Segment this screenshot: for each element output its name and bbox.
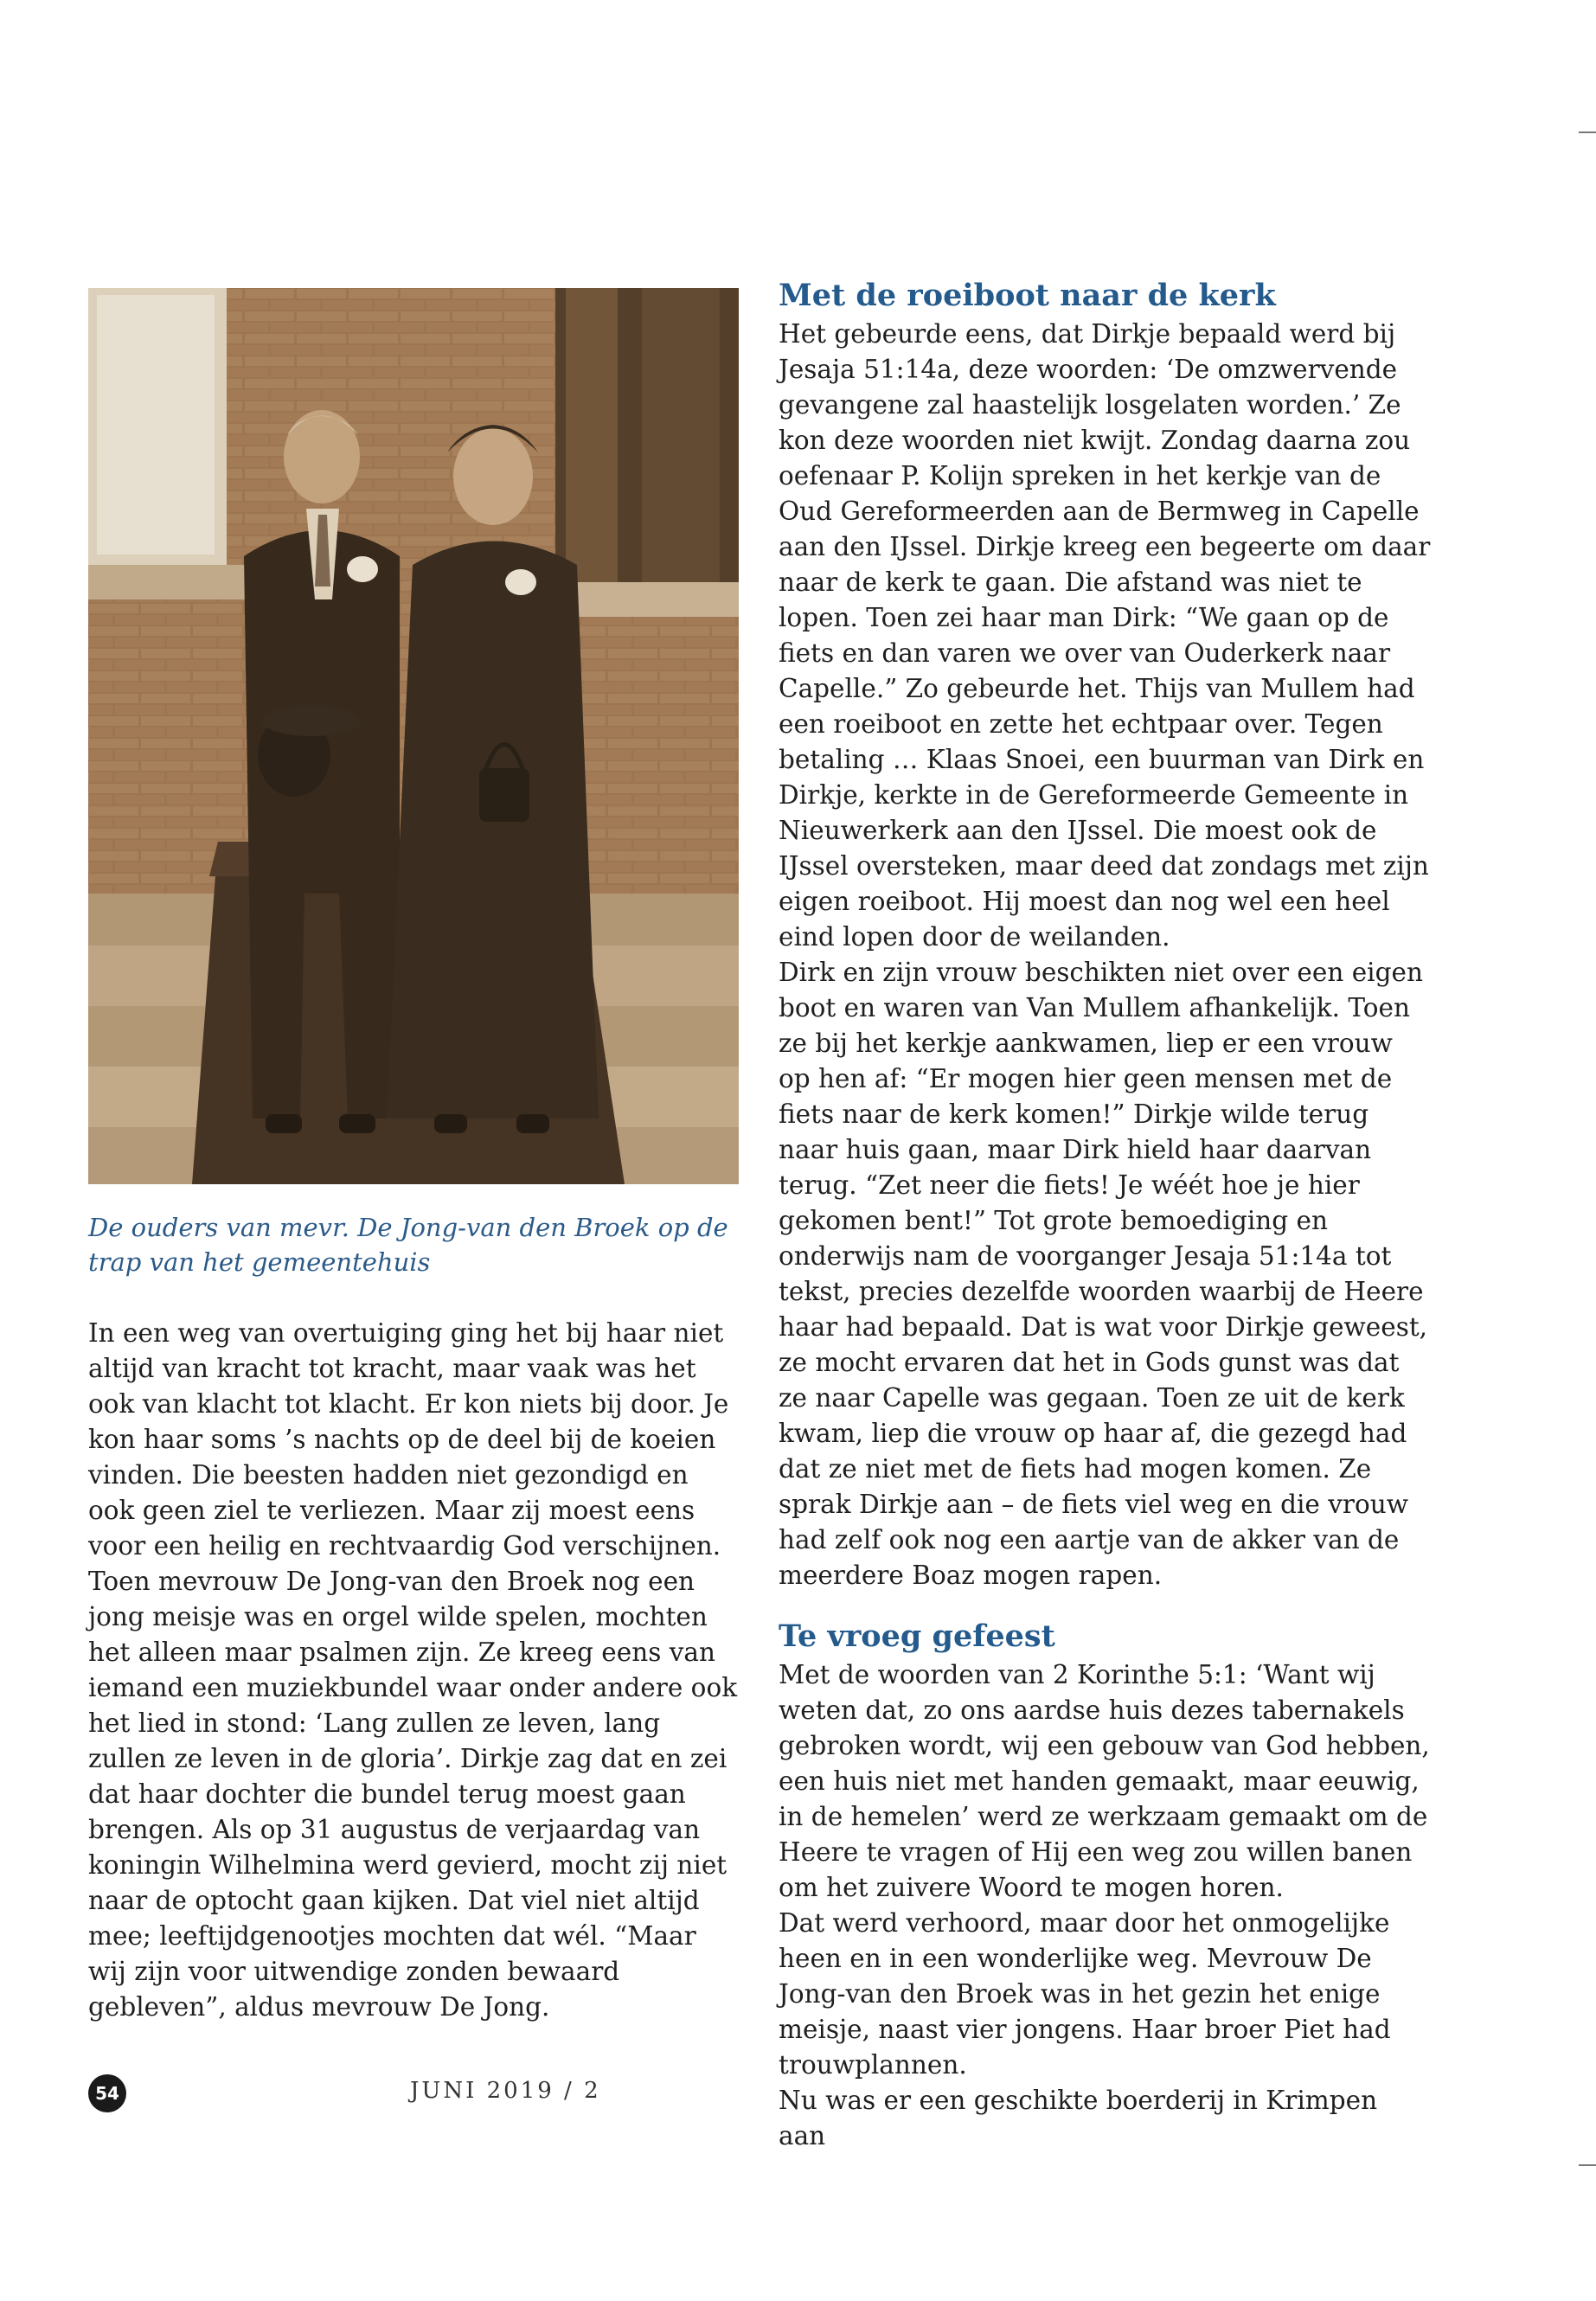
paragraph: Toen mevrouw De Jong-van den Broek nog een jong meisje was en orgel wilde spelen, mochten het alleen maar psalmen zijn. Ze kreeg eens van iemand een muziekbundel waar onder andere ook het lied in stond: ‘Lang zullen ze leven, lang zullen ze leven in de gloria’. Dirkje zag dat en zei dat haar dochter die bundel terug moest gaan brengen. Als op 31 augustus de verjaardag van koningin Wilhelmina werd gevierd, mocht zij niet naar de optocht gaan kijken. Dat viel niet altijd mee; leeftijdgenootjes mochten dat wél. “Maar wij zijn voor uitwendige zonden bewaard gebleven”, aldus mevrouw De Jong. <box>88 1567 738 2022</box>
paragraph: Dat werd verhoord, maar door het onmogelijke heen en in een wonderlijke weg. Mevrouw De Jong-van den Broek was in het gezin het enige meisje, naast vier jongens. Haar broer Piet had trouwplannen. <box>779 1908 1391 2080</box>
section1-body <box>779 317 1432 1593</box>
couple-photo <box>88 288 739 1184</box>
paragraph: Met de woorden van 2 Korinthe 5:1: ‘Want wij weten dat, zo ons aardse huis dezes tabernakels gebroken wordt, wij een gebouw van God hebben, een huis niet met handen gemaakt, maar eeuwig, in de hemelen’ werd ze werkzaam gemaakt om de Heere te vragen of Hij een weg zou willen banen om het zuivere Woord te mogen horen. <box>779 1660 1430 1902</box>
paragraph: In een weg van overtuiging ging het bij haar niet altijd van kracht tot kracht, maar vaak was het ook van klacht tot klacht. Er kon niets bij door. Je kon haar soms ’s nachts op de deel bij de koeien vinden. Die beesten hadden niet gezondigd en ook geen ziel te verliezen. Maar zij moest eens voor een heilig en rechtvaardig God verschijnen. <box>88 1318 729 1561</box>
photo-illustration <box>88 288 739 1184</box>
left-body-text <box>88 1316 739 2025</box>
left-column <box>88 288 739 2025</box>
page-number-badge: 54 <box>88 2074 126 2112</box>
section-heading-te-vroeg-gefeest: Te vroeg gefeest <box>779 1618 1055 1654</box>
issue-footer: JUNI 2019 / 2 <box>410 2078 601 2104</box>
crop-mark-bottom <box>1579 2164 1596 2166</box>
section2-body <box>779 1657 1432 2154</box>
paragraph: Nu was er een geschikte boerderij in Krimpen aan <box>779 2086 1378 2150</box>
paragraph: Dirk en zijn vrouw beschikten niet over een eigen boot en waren van Van Mullem afhankelijk. Toen ze bij het kerkje aankwamen, liep er een vrouw op hen af: “Er mogen hier geen mensen met de fiets naar de kerk komen!” Dirkje wilde terug naar huis gaan, maar Dirk hield haar daarvan terug. “Zet neer die fiets! Je wéét hoe je hier gekomen bent!” Tot grote bemoediging en onderwijs nam de voorganger Jesaja 51:14a tot tekst, precies dezelfde woorden waarbij de Heere haar had bepaald. Dat is wat voor Dirkje geweest, ze mocht ervaren dat het in Gods gunst was dat ze naar Capelle was gegaan. Toen ze uit de kerk kwam, liep die vrouw op haar af, die gezegd had dat ze niet met de fiets had mogen komen. Ze sprak Dirkje aan – de fiets viel weg en die vrouw had zelf ook nog een aartje van de akker van de meerdere Boaz mogen rapen. <box>779 958 1428 1590</box>
photo-caption: De ouders van mevr. De Jong-van den Broek op de trap van het gemeentehuis <box>88 1213 728 1277</box>
paragraph: Het gebeurde eens, dat Dirkje bepaald werd bij Jesaja 51:14a, deze woorden: ‘De omzwervende gevangene zal haastelijk losgelaten worden.’ Ze kon deze woorden niet kwijt. Zondag daarna zou oefenaar P. Kolijn spreken in het kerkje van de Oud Gereformeerden aan de Bermweg in Capelle aan den IJssel. Dirkje kreeg een begeerte om daar naar de kerk te gaan. Die afstand was niet te lopen. Toen zei haar man Dirk: “We gaan op de fiets en dan varen we over van Ouderkerk naar Capelle.” Zo gebeurde het. Thijs van Mullem had een roeiboot en zette het echtpaar over. Tegen betaling … Klaas Snoei, een buurman van Dirk en Dirkje, kerkte in de Gereformeerde Gemeente in Nieuwerkerk aan den IJssel. Die moest ook de IJssel oversteken, maar deed dat zondags met zijn eigen roeiboot. Hij moest dan nog wel een heel eind lopen door de weilanden. <box>779 319 1431 952</box>
section-heading-roeiboot: Met de roeiboot naar de kerk <box>779 278 1276 313</box>
crop-mark-top <box>1579 131 1596 133</box>
right-column <box>779 277 1432 2154</box>
